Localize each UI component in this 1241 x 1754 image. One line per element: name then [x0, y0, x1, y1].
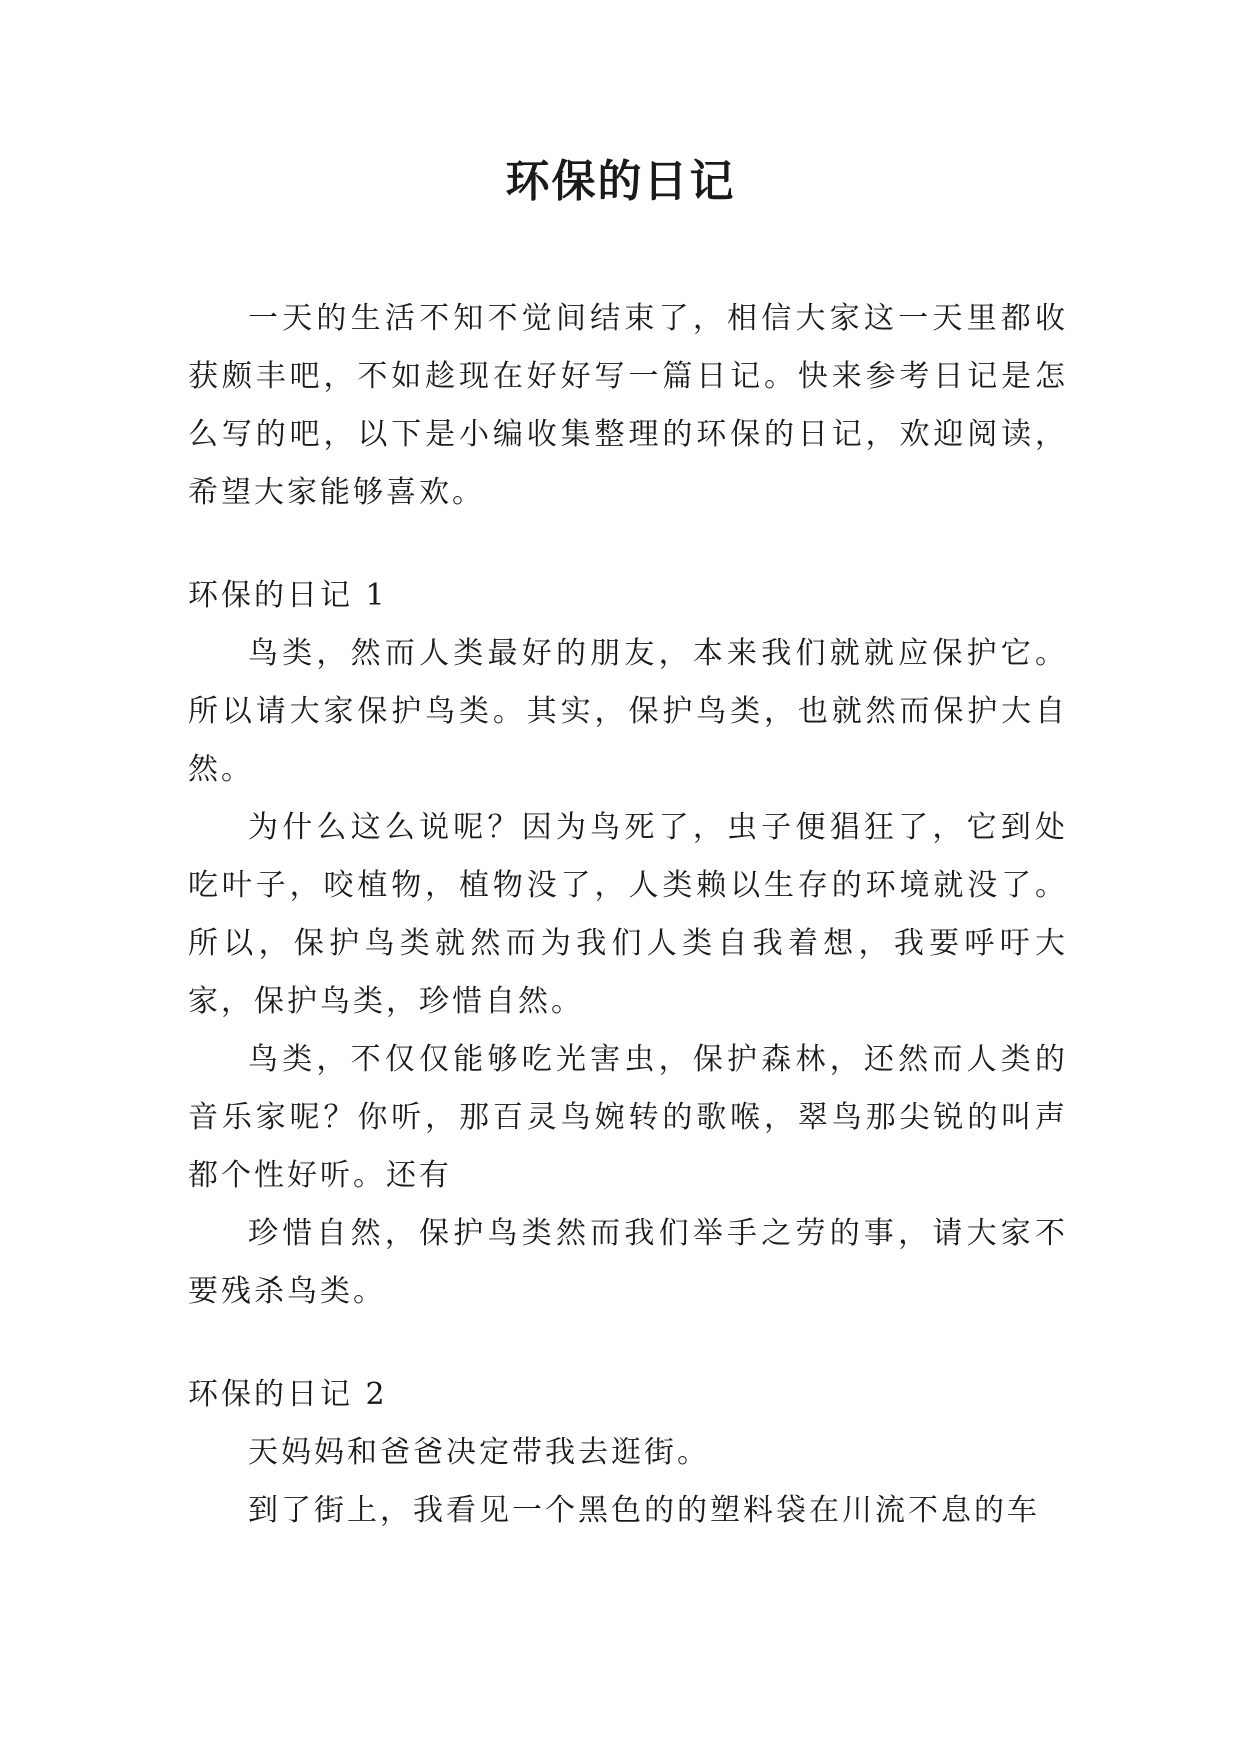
section-2-paragraph: 天妈妈和爸爸决定带我去逛街。: [248, 1435, 710, 1470]
section-heading-2: 环保的日记 2: [188, 1377, 388, 1412]
intro-paragraph: 一天的生活不知不觉间结束了，相信大家这一天里都收获颇丰吧，不如趁现在好好写一篇日记。快来参考日记是怎么写的吧，以下是小编收集整理的环保的日记，欢迎阅读，希望大家能够喜欢。: [188, 301, 1068, 510]
document-body: [188, 290, 1068, 1540]
document-title: 环保的日记: [505, 156, 736, 207]
section-heading-1: 环保的日记 1: [188, 578, 388, 613]
section-1-paragraph: 珍惜自然，保护鸟类然而我们举手之劳的事，请大家不要残杀鸟类。: [188, 1216, 1068, 1309]
section-1-paragraph: 鸟类，然而人类最好的朋友，本来我们就就应保护它。所以请大家保护鸟类。其实，保护鸟类，也就然而保护大自然。: [188, 636, 1068, 787]
section-2-paragraph: 到了街上，我看见一个黑色的的塑料袋在川流不息的车: [248, 1493, 1040, 1528]
section-1-paragraph: 为什么这么说呢？因为鸟死了，虫子便猖狂了，它到处吃叶子，咬植物，植物没了，人类赖以生存的环境就没了。所以，保护鸟类就然而为我们人类自我着想，我要呼吁大家，保护鸟类，珍惜自然。: [188, 810, 1068, 1019]
section-1-paragraph: 鸟类，不仅仅能够吃光害虫，保护森林，还然而人类的音乐家呢？你听，那百灵鸟婉转的歌喉，翠鸟那尖锐的叫声都个性好听。还有: [188, 1042, 1068, 1193]
